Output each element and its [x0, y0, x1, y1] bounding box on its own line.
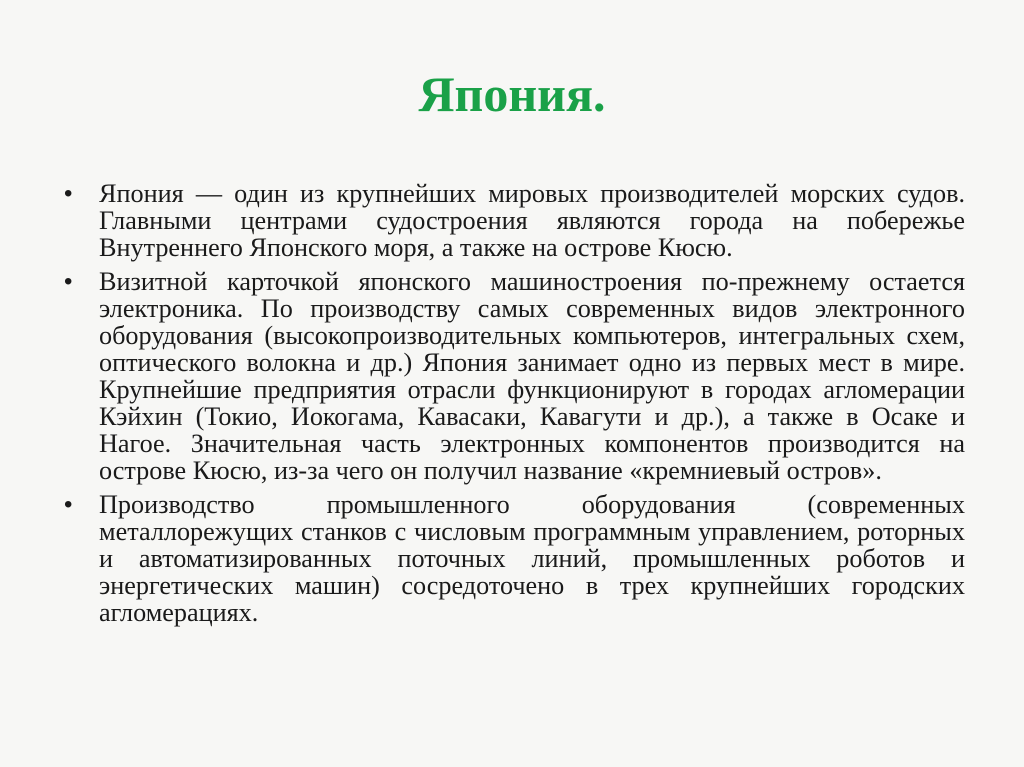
bullet-item	[60, 491, 965, 626]
bullet-item	[60, 268, 965, 484]
bullet-icon: •	[64, 268, 73, 295]
bullet-icon: •	[64, 491, 73, 518]
bullet-list	[60, 180, 965, 633]
slide-title: Япония.	[418, 66, 606, 122]
bullet-text: Визитной карточкой японского машиностроения по-прежнему остается электроника. По производству самых современных видов электронного оборудования (высокопроизводительных компьютеров, интегральных схем, оптического волокна и др.) Япония занимает одно из первых мест в мире. Крупнейшие предприятия отрасли функционируют в городах агломерации Кэйхин (Токио, Иокогама, Кавасаки, Кавагути и др.), а также в Осаке и Нагое. Значительная часть электронных компонентов производится на острове Кюсю, из-за чего он получил название «кремниевый остров».	[99, 267, 965, 485]
bullet-text: Производство промышленного оборудования (современных металлорежущих станков с числовым программным управлением, роторных и автоматизированных поточных линий, промышленных роботов и энергетических машин) сосредоточено в трех крупнейших городских агломерациях.	[99, 490, 965, 627]
bullet-text: Япония — один из крупнейших мировых производителей морских судов. Главными центрами судостроения являются города на побережье Внутреннего Японского моря, а также на острове Кюсю.	[99, 179, 965, 262]
bullet-item	[60, 180, 965, 261]
bullet-icon: •	[64, 180, 73, 207]
